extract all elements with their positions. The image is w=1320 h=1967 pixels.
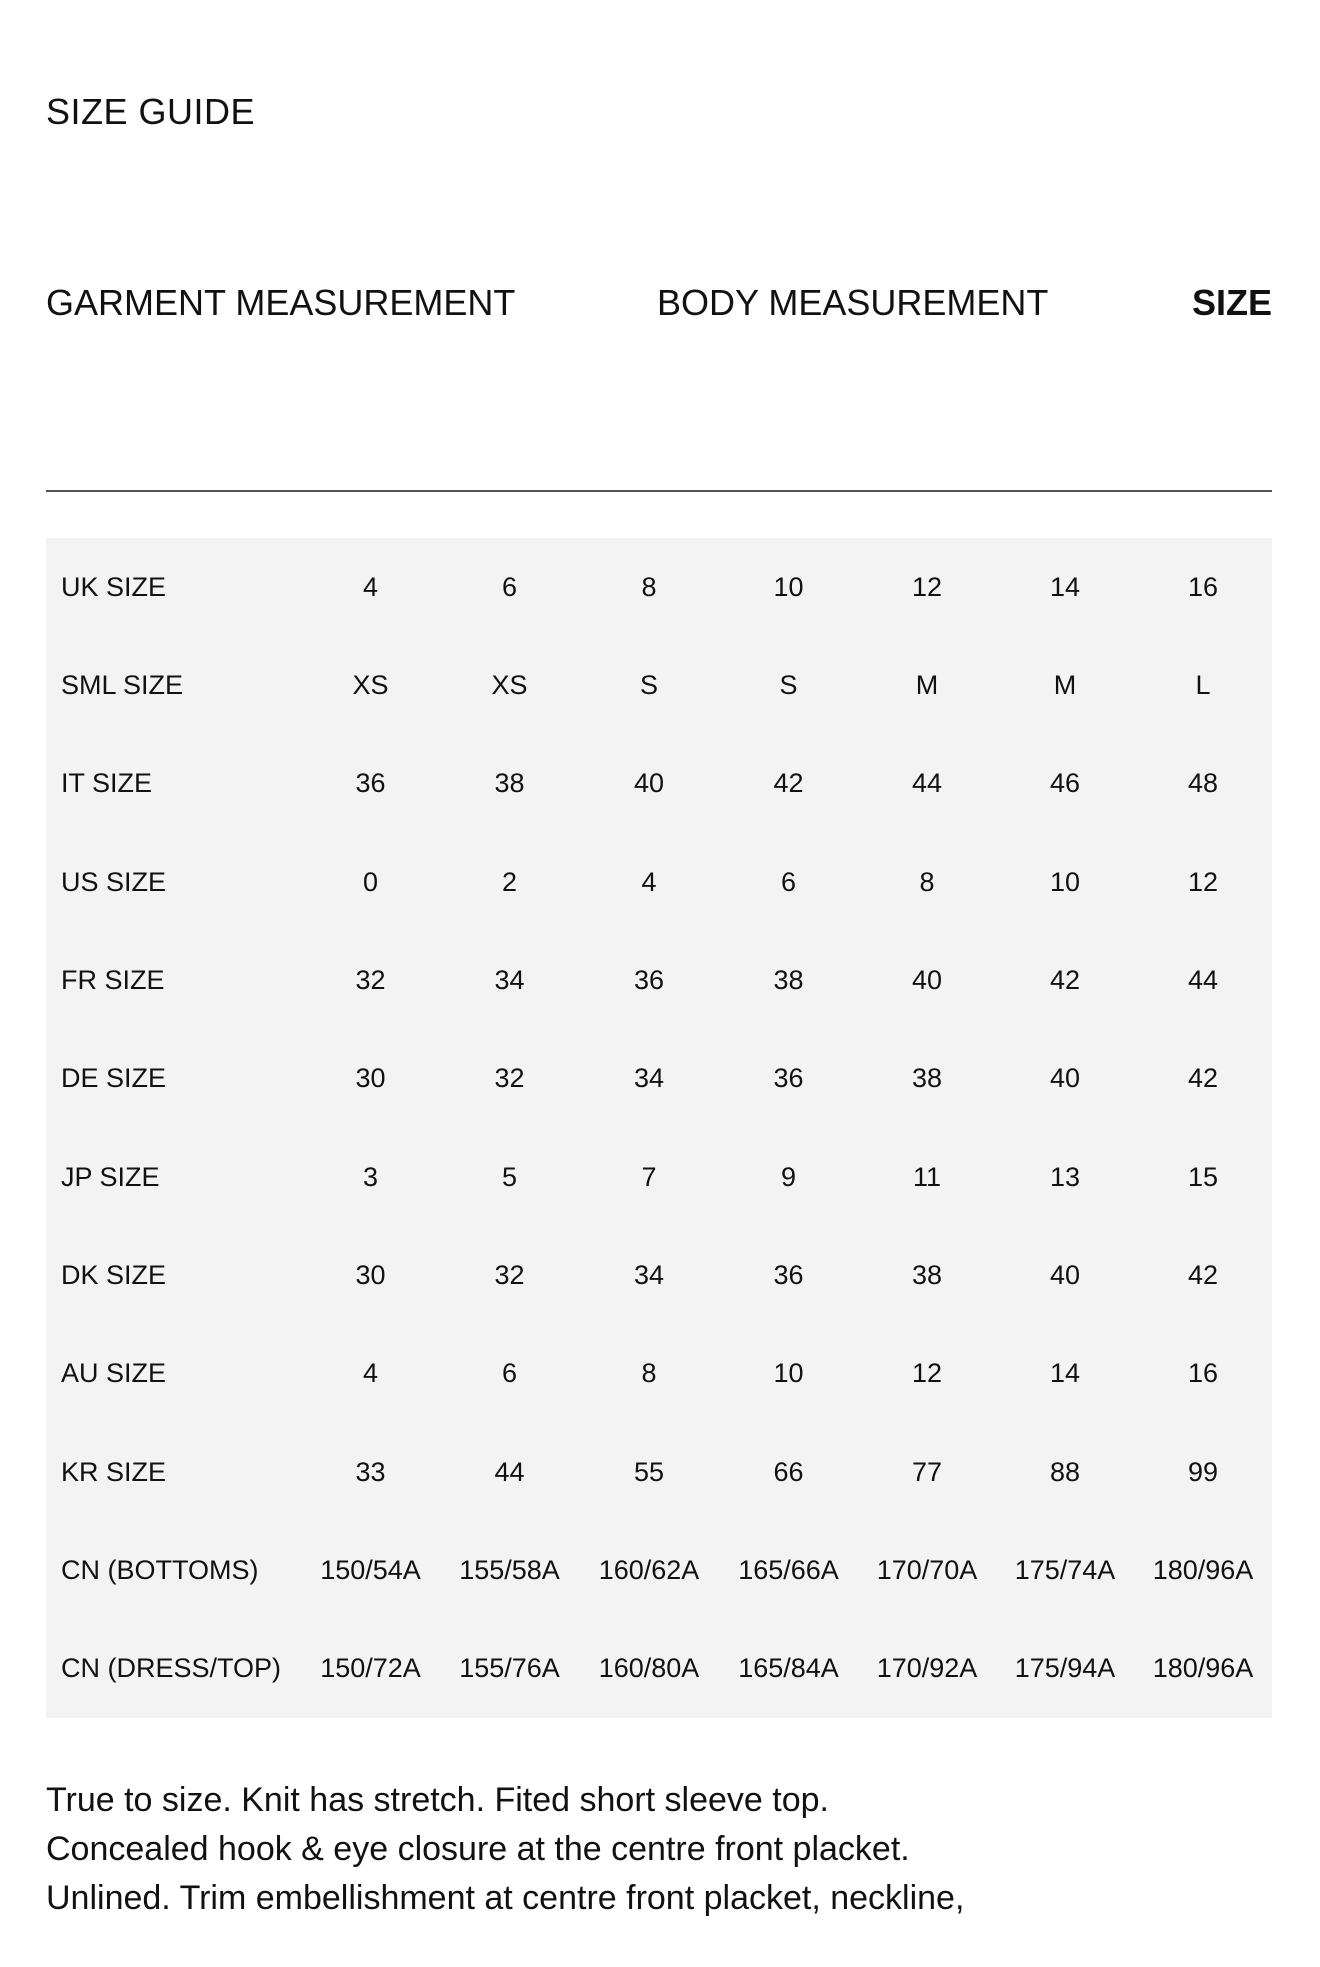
size-value-cell: 160/80A xyxy=(598,1653,700,1684)
size-table-body xyxy=(46,538,1272,1718)
size-value-cell: 42 xyxy=(1187,1063,1219,1094)
size-value-cell: 34 xyxy=(633,1259,665,1290)
size-value-cell: 4 xyxy=(641,866,657,897)
description-line: True to size. Knit has stretch. Fited short sleeve top. xyxy=(46,1781,829,1819)
size-value-cell: 14 xyxy=(1049,1358,1081,1389)
size-system-label: AU SIZE xyxy=(61,1358,167,1389)
size-value-cell: 170/92A xyxy=(876,1653,978,1684)
table-row xyxy=(46,1620,1272,1718)
size-value-cell: 175/94A xyxy=(1014,1653,1116,1684)
size-value-cell: 0 xyxy=(362,866,379,897)
size-value-cell: 7 xyxy=(641,1161,657,1192)
size-value-cell: 8 xyxy=(641,1358,657,1389)
size-value-cell: 38 xyxy=(911,1259,943,1290)
size-value-cell: 40 xyxy=(1049,1259,1081,1290)
size-value-cell: 42 xyxy=(1049,964,1081,995)
table-row xyxy=(46,1325,1272,1423)
size-system-label: CN (BOTTOMS) xyxy=(61,1554,259,1585)
table-row xyxy=(46,1128,1272,1226)
size-value-cell: 36 xyxy=(773,1259,804,1290)
size-system-label: FR SIZE xyxy=(61,964,165,995)
size-value-cell: 34 xyxy=(494,964,525,995)
table-row xyxy=(46,833,1272,931)
size-value-cell: 40 xyxy=(911,964,943,995)
size-value-cell: 6 xyxy=(780,866,797,897)
size-value-cell: 4 xyxy=(362,1358,379,1389)
size-system-label: CN (DRESS/TOP) xyxy=(61,1653,282,1684)
table-row xyxy=(46,636,1272,734)
size-value-cell: L xyxy=(1195,669,1211,700)
size-value-cell: 30 xyxy=(355,1063,386,1094)
size-value-cell: 38 xyxy=(773,964,804,995)
size-guide-tabs xyxy=(46,278,1272,328)
size-value-cell: 33 xyxy=(355,1456,386,1487)
size-value-cell: 165/84A xyxy=(738,1653,839,1684)
description-line: Unlined. Trim embellishment at centre front placket, neckline, xyxy=(46,1879,965,1917)
size-value-cell: S xyxy=(779,669,798,700)
size-value-cell: 34 xyxy=(633,1063,665,1094)
size-value-cell: 12 xyxy=(911,1358,943,1389)
size-value-cell: 6 xyxy=(501,1358,518,1389)
size-value-cell: 48 xyxy=(1187,768,1219,799)
size-value-cell: 170/70A xyxy=(876,1554,978,1585)
size-value-cell: M xyxy=(915,669,939,700)
size-value-cell: M xyxy=(1053,669,1077,700)
size-value-cell: 180/96A xyxy=(1152,1653,1254,1684)
size-value-cell: 10 xyxy=(773,1358,804,1389)
size-value-cell: 77 xyxy=(911,1456,943,1487)
size-value-cell: 2 xyxy=(501,866,518,897)
size-system-label: US SIZE xyxy=(61,866,167,897)
size-value-cell: 10 xyxy=(1049,866,1081,897)
table-row xyxy=(46,1226,1272,1324)
size-value-cell: 36 xyxy=(773,1063,804,1094)
tab-body-measurement[interactable]: BODY MEASUREMENT xyxy=(657,282,1049,323)
size-value-cell: XS xyxy=(352,669,389,700)
size-value-cell: 11 xyxy=(912,1161,942,1192)
size-value-cell: 38 xyxy=(911,1063,943,1094)
size-value-cell: 5 xyxy=(501,1161,518,1192)
size-value-cell: 15 xyxy=(1187,1161,1219,1192)
size-value-cell: 12 xyxy=(911,571,943,602)
page-title: SIZE GUIDE xyxy=(46,91,256,132)
size-value-cell: XS xyxy=(491,669,528,700)
size-system-label: DK SIZE xyxy=(61,1259,167,1290)
size-value-cell: 155/58A xyxy=(459,1554,560,1585)
size-conversion-table xyxy=(46,538,1272,1718)
table-row xyxy=(46,538,1272,636)
size-system-label: KR SIZE xyxy=(61,1456,167,1487)
tabs-divider xyxy=(46,490,1272,492)
size-value-cell: 16 xyxy=(1187,1358,1219,1389)
table-row xyxy=(46,931,1272,1029)
size-value-cell: 44 xyxy=(494,1456,525,1487)
size-value-cell: 16 xyxy=(1187,571,1219,602)
size-value-cell: 66 xyxy=(773,1456,804,1487)
size-system-label: UK SIZE xyxy=(61,571,167,602)
size-value-cell: 10 xyxy=(773,571,804,602)
size-value-cell: 180/96A xyxy=(1152,1554,1254,1585)
size-value-cell: 8 xyxy=(641,571,657,602)
size-value-cell: 32 xyxy=(494,1259,525,1290)
size-value-cell: 40 xyxy=(633,768,665,799)
size-value-cell: 44 xyxy=(1187,964,1219,995)
size-system-label: SML SIZE xyxy=(61,669,184,700)
size-value-cell: 6 xyxy=(501,571,518,602)
size-value-cell: 32 xyxy=(494,1063,525,1094)
size-value-cell: 9 xyxy=(780,1161,797,1192)
size-value-cell: 36 xyxy=(633,964,665,995)
size-value-cell: 150/54A xyxy=(320,1554,421,1585)
size-value-cell: 12 xyxy=(1187,866,1219,897)
size-value-cell: 30 xyxy=(355,1259,386,1290)
size-value-cell: 46 xyxy=(1049,768,1081,799)
size-value-cell: 13 xyxy=(1049,1161,1081,1192)
product-description xyxy=(46,1776,1246,1923)
size-value-cell: 4 xyxy=(362,571,379,602)
size-value-cell: 14 xyxy=(1049,571,1081,602)
size-value-cell: 99 xyxy=(1187,1456,1219,1487)
size-value-cell: 40 xyxy=(1049,1063,1081,1094)
size-system-label: DE SIZE xyxy=(61,1063,167,1094)
tab-garment-measurement[interactable]: GARMENT MEASUREMENT xyxy=(46,282,516,323)
size-value-cell: 3 xyxy=(362,1161,379,1192)
size-value-cell: 155/76A xyxy=(459,1653,560,1684)
size-value-cell: 42 xyxy=(1187,1259,1219,1290)
size-system-label: JP SIZE xyxy=(61,1161,160,1192)
size-value-cell: 150/72A xyxy=(320,1653,421,1684)
size-system-label: IT SIZE xyxy=(61,768,153,799)
tab-size[interactable]: SIZE xyxy=(1191,282,1272,323)
size-value-cell: 8 xyxy=(919,866,935,897)
size-value-cell: 175/74A xyxy=(1014,1554,1116,1585)
table-row xyxy=(46,735,1272,833)
size-value-cell: 44 xyxy=(911,768,943,799)
size-value-cell: 32 xyxy=(355,964,386,995)
size-value-cell: S xyxy=(639,669,658,700)
description-line: Concealed hook & eye closure at the centre front placket. xyxy=(46,1830,910,1868)
size-value-cell: 55 xyxy=(633,1456,665,1487)
size-value-cell: 160/62A xyxy=(598,1554,700,1585)
size-value-cell: 36 xyxy=(355,768,386,799)
size-value-cell: 42 xyxy=(773,768,804,799)
size-value-cell: 165/66A xyxy=(738,1554,839,1585)
size-value-cell: 88 xyxy=(1049,1456,1081,1487)
table-row xyxy=(46,1423,1272,1521)
size-value-cell: 38 xyxy=(494,768,525,799)
table-row xyxy=(46,1521,1272,1619)
table-row xyxy=(46,1030,1272,1128)
